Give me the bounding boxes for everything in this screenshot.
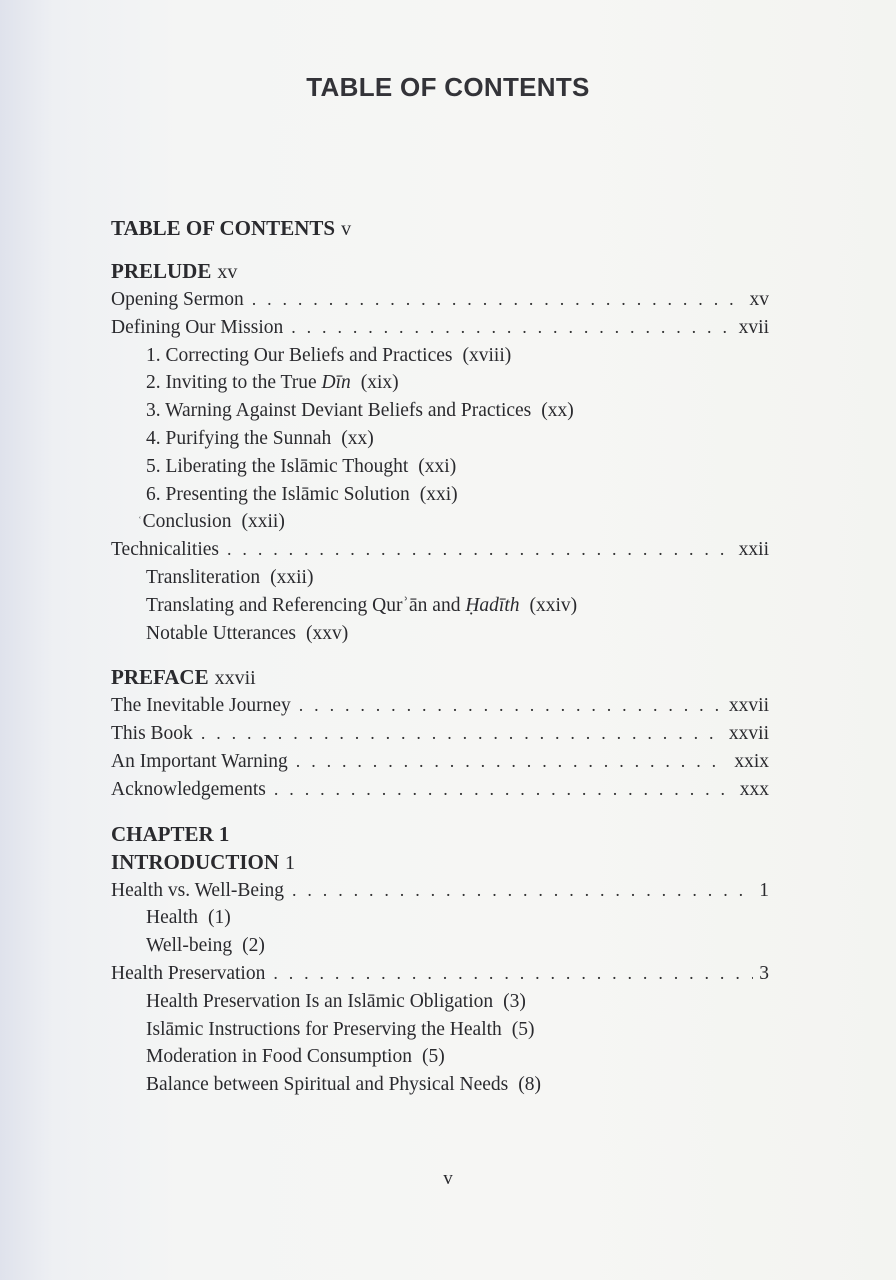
- section-title: INTRODUCTION: [111, 849, 280, 874]
- toc-entry-health-vs-wellbeing[interactable]: [111, 877, 769, 905]
- subentry-label-italic: Dīn: [321, 372, 351, 394]
- toc-subentry[interactable]: [111, 397, 769, 425]
- entry-page: xxx: [739, 778, 769, 800]
- subentry-page: (5): [511, 1018, 535, 1040]
- subentry-label: Health Preservation Is an Islāmic Obligation: [146, 990, 494, 1012]
- subentry-label: 4. Purifying the Sunnah: [146, 427, 332, 449]
- dot-leader: [299, 692, 723, 720]
- toc-subentry[interactable]: [111, 592, 769, 620]
- subentry-page: (1): [207, 907, 231, 929]
- section-heading-prelude: [111, 257, 769, 286]
- entry-label: Acknowledgements: [111, 778, 266, 800]
- entry-page: xxvii: [728, 695, 769, 717]
- entry-page: xv: [749, 289, 769, 310]
- toc-entry[interactable]: [111, 748, 769, 776]
- toc-subentry[interactable]: [111, 425, 769, 453]
- subentry-label: Balance between Spiritual and Physical Needs: [146, 1074, 509, 1096]
- toc-entry[interactable]: [111, 776, 769, 804]
- dot-leader: [291, 314, 732, 342]
- subentry-page: (2): [242, 935, 265, 957]
- entry-page: xxii: [738, 539, 769, 561]
- subentry-page: (xviii): [462, 344, 512, 366]
- section-heading-preface: [111, 663, 769, 692]
- toc-subentry[interactable]: [111, 508, 769, 536]
- subentry-label: 6. Presenting the Islāmic Solution: [146, 483, 410, 505]
- section-title: PRELUDE: [111, 259, 212, 283]
- subentry-page: (xxiv): [529, 594, 578, 616]
- table-of-contents: [111, 214, 769, 1099]
- entry-label: An Important Warning: [111, 750, 288, 772]
- subentry-page: (xix): [360, 372, 399, 394]
- subentry-page: (xx): [341, 427, 374, 449]
- toc-entry[interactable]: [111, 692, 769, 720]
- section-title: PREFACE: [111, 665, 209, 690]
- dot-leader: [273, 960, 753, 988]
- toc-subentry[interactable]: [111, 988, 769, 1016]
- entry-label: The Inevitable Journey: [111, 695, 291, 717]
- subentry-page: (xxii): [270, 566, 314, 588]
- entry-label: Defining Our Mission: [111, 316, 284, 338]
- toc-entry-opening-sermon[interactable]: [111, 286, 769, 314]
- subentry-page: (xxii): [241, 511, 285, 533]
- toc-heading-title: TABLE OF CONTENTS: [111, 216, 336, 240]
- section-page: xxvii: [214, 667, 256, 690]
- dot-leader: [201, 720, 723, 748]
- toc-subentry[interactable]: [111, 481, 769, 509]
- subentry-label: 2. Inviting to the True: [146, 372, 322, 394]
- page-number: v: [443, 1168, 453, 1189]
- subentry-label: Islāmic Instructions for Preserving the Health: [146, 1018, 502, 1040]
- subentry-label: Well-being: [146, 935, 233, 957]
- subentry-label: Health: [146, 907, 198, 929]
- subentry-page: (8): [518, 1074, 542, 1096]
- subentry-page: (xx): [541, 400, 574, 422]
- toc-entry-health-preservation[interactable]: [111, 960, 769, 988]
- entry-label: Technicalities: [111, 539, 220, 561]
- section-page: xv: [217, 261, 238, 283]
- entry-label: Opening Sermon: [111, 289, 244, 310]
- toc-subentry[interactable]: [111, 904, 769, 932]
- toc-subentry[interactable]: [111, 369, 769, 397]
- subentry-label: Translating and Referencing Qurʾān and: [146, 594, 466, 616]
- subentry-page: (5): [421, 1046, 445, 1068]
- entry-page: xxvii: [728, 723, 769, 745]
- subentry-label: Transliteration: [146, 566, 261, 588]
- toc-heading: [111, 214, 769, 243]
- entry-label: This Book: [111, 723, 193, 745]
- entry-page: 1: [759, 879, 769, 901]
- subentry-label-italic: Ḥadīth: [465, 594, 520, 616]
- section-heading-introduction: [111, 848, 769, 877]
- entry-label: Health Preservation: [111, 962, 266, 984]
- dot-leader: [227, 536, 733, 564]
- toc-entry-defining-mission[interactable]: [111, 314, 769, 342]
- toc-entry-technicalities[interactable]: [111, 536, 769, 564]
- toc-subentry[interactable]: [111, 453, 769, 481]
- subentry-page: (xxi): [419, 483, 458, 505]
- toc-subentry[interactable]: [111, 932, 769, 960]
- chapter-label: CHAPTER 1: [111, 821, 230, 846]
- stray-mark-icon: ʿ: [138, 515, 142, 528]
- toc-subentry[interactable]: [111, 342, 769, 370]
- toc-subentry[interactable]: [111, 1071, 769, 1099]
- dot-leader: [296, 748, 729, 776]
- subentry-page: (3): [503, 990, 526, 1012]
- subentry-label: Moderation in Food Consumption: [146, 1046, 412, 1068]
- entry-label: Health vs. Well-Being: [111, 879, 284, 901]
- entry-page: xvii: [738, 316, 769, 338]
- subentry-label: Notable Utterances: [146, 622, 296, 644]
- page-title: TABLE OF CONTENTS: [306, 72, 590, 102]
- toc-subentry[interactable]: [111, 1016, 769, 1044]
- toc-subentry[interactable]: [111, 620, 769, 648]
- dot-leader: [292, 877, 753, 905]
- entry-page: xxix: [734, 750, 769, 772]
- subentry-label: 1. Correcting Our Beliefs and Practices: [146, 344, 453, 366]
- toc-subentry[interactable]: [111, 1043, 769, 1071]
- subentry-label: Conclusion: [142, 511, 232, 533]
- toc-heading-page: v: [341, 218, 352, 240]
- subentry-label: 5. Liberating the Islāmic Thought: [146, 455, 409, 477]
- toc-entry[interactable]: [111, 720, 769, 748]
- toc-subentry[interactable]: [111, 564, 769, 592]
- dot-leader: [274, 776, 734, 804]
- subentry-page: (xxv): [305, 622, 349, 644]
- dot-leader: [252, 286, 744, 314]
- subentry-page: (xxi): [418, 455, 457, 477]
- entry-page: 3: [759, 962, 769, 984]
- subentry-label: 3. Warning Against Deviant Beliefs and Practices: [146, 400, 532, 422]
- section-page: 1: [285, 851, 296, 874]
